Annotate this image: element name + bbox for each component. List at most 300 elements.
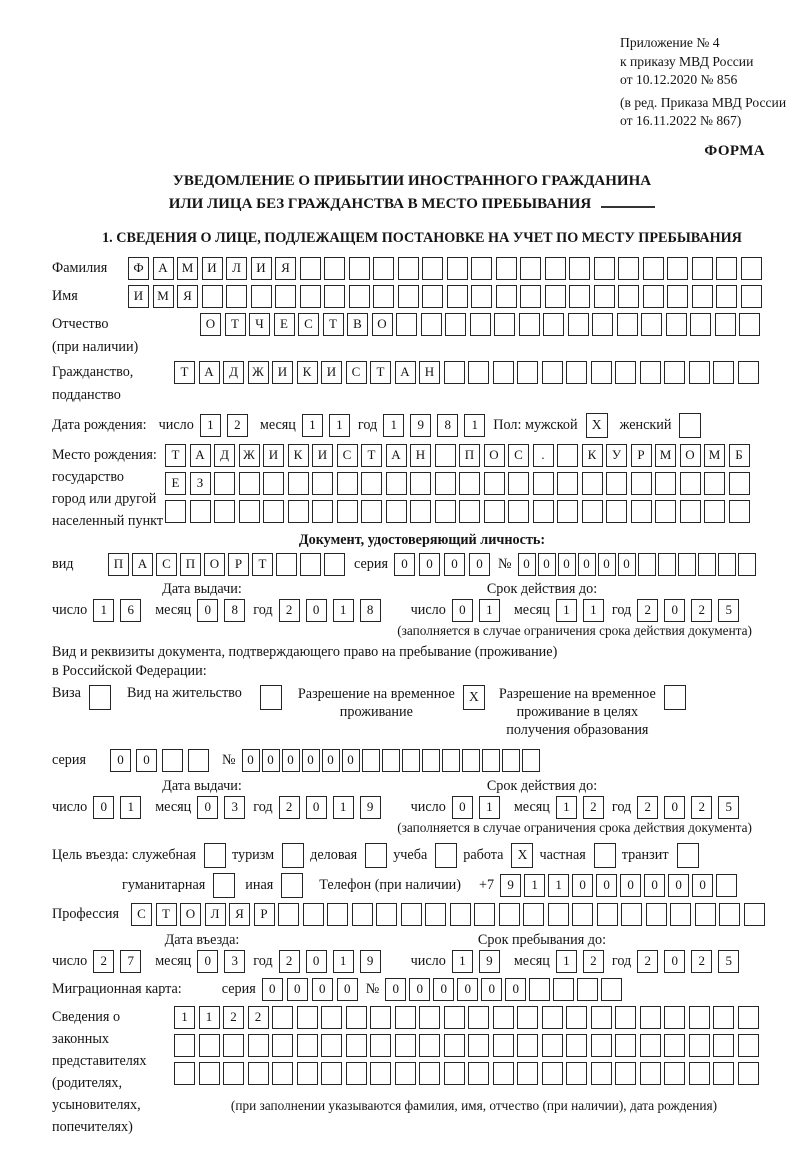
field-label: частная <box>539 846 586 863</box>
char-box-empty <box>597 903 618 926</box>
char-box-group <box>385 978 625 1001</box>
char-box-empty <box>664 1034 685 1057</box>
label-line: представителях <box>52 1052 147 1069</box>
char-box-empty <box>300 285 321 308</box>
field-label: Дата рождения: <box>52 416 147 433</box>
char-box-filled: 1 <box>583 599 604 622</box>
char-box-filled: П <box>459 444 480 467</box>
char-box-filled: 0 <box>136 749 157 772</box>
char-box-filled: Р <box>254 903 275 926</box>
char-box-filled: М <box>655 444 676 467</box>
char-box-empty <box>716 874 737 897</box>
char-box-empty <box>713 361 734 384</box>
char-box-group <box>637 950 745 973</box>
label-line: (родителях, <box>52 1074 123 1091</box>
char-box-group <box>242 749 542 772</box>
char-box-empty <box>474 903 495 926</box>
row-residence-doc-type <box>52 685 800 739</box>
char-box-empty <box>386 472 407 495</box>
char-box-empty <box>640 1062 661 1085</box>
char-box-empty <box>667 285 688 308</box>
char-box-empty <box>352 903 373 926</box>
char-box-empty <box>346 1062 367 1085</box>
char-box-filled: 2 <box>583 950 604 973</box>
char-box-empty <box>517 1006 538 1029</box>
char-box-filled: О <box>372 313 393 336</box>
char-box-empty <box>568 313 589 336</box>
field-label: иная <box>245 876 274 893</box>
char-box-empty <box>435 472 456 495</box>
residence-doc-text-1: Вид и реквизиты документа, подтверждающего право на пребывание (проживание) <box>52 643 558 660</box>
label-line: Отчество <box>52 315 109 332</box>
char-box-filled: О <box>180 903 201 926</box>
char-box-empty <box>303 903 324 926</box>
char-box-filled: 0 <box>505 978 526 1001</box>
option-label-line: проживание <box>339 703 413 720</box>
field-label-multiline <box>52 1006 174 1138</box>
box-row <box>174 1062 774 1085</box>
option-label <box>298 685 455 721</box>
char-box-empty <box>692 285 713 308</box>
option-label-line: проживание в целях <box>516 703 639 720</box>
char-box-empty <box>713 1034 734 1057</box>
field-label: число <box>410 798 446 815</box>
row-patronymic <box>52 313 800 359</box>
char-box-empty <box>667 257 688 280</box>
char-box-empty <box>695 903 716 926</box>
char-box-filled: С <box>337 444 358 467</box>
char-box-empty <box>553 978 574 1001</box>
char-box-filled: 0 <box>282 749 300 772</box>
char-box-empty <box>508 472 529 495</box>
annex-line-5: от 16.11.2022 № 867) <box>620 113 742 128</box>
char-box-empty <box>621 903 642 926</box>
char-box-filled: П <box>180 553 201 576</box>
annex-line-3: от 10.12.2020 № 856 <box>620 72 738 87</box>
char-box-filled: 2 <box>691 599 712 622</box>
checkbox-empty <box>282 843 304 868</box>
annex-reference <box>620 34 800 131</box>
field-label: Профессия <box>52 905 119 922</box>
box-row <box>165 500 753 523</box>
residence-validity-note: (заполняется в случае ограничения срока действия документа) <box>397 819 752 835</box>
label-line: государство <box>52 468 125 485</box>
char-box-empty <box>678 553 696 576</box>
char-box-filled: 0 <box>578 553 596 576</box>
checkbox-checked: X <box>463 685 485 710</box>
field-label: туризм <box>231 846 275 863</box>
field-label: Имя <box>52 287 78 304</box>
char-box-filled: 0 <box>596 874 617 897</box>
row-firstname <box>52 285 800 308</box>
entry-dates-header <box>52 932 800 949</box>
char-box-empty <box>425 903 446 926</box>
char-box-empty <box>248 1062 269 1085</box>
char-box-empty <box>278 903 299 926</box>
char-box-filled: 1 <box>333 950 354 973</box>
field-label: Цель въезда: служебная <box>52 846 196 863</box>
char-box-empty <box>533 500 554 523</box>
char-box-empty <box>615 1062 636 1085</box>
char-box-filled: 1 <box>556 599 577 622</box>
char-box-filled: 8 <box>224 599 245 622</box>
char-box-empty <box>462 749 480 772</box>
char-box-filled: И <box>263 444 284 467</box>
char-box-filled: 0 <box>664 796 685 819</box>
char-box-empty <box>655 472 676 495</box>
char-box-empty <box>468 1062 489 1085</box>
char-box-empty <box>618 285 639 308</box>
char-box-group <box>174 1062 762 1085</box>
char-box-empty <box>459 472 480 495</box>
char-box-filled: 2 <box>691 796 712 819</box>
char-box-empty <box>275 285 296 308</box>
char-box-filled: А <box>199 361 220 384</box>
field-label: число <box>410 952 446 969</box>
char-box-empty <box>226 285 247 308</box>
char-box-filled: 0 <box>692 874 713 897</box>
form-title <box>52 170 772 216</box>
char-box-empty <box>370 1034 391 1057</box>
char-box-empty <box>239 472 260 495</box>
column-header-left: Дата выдачи: <box>162 580 242 597</box>
char-box-empty <box>361 500 382 523</box>
char-box-empty <box>542 1006 563 1029</box>
char-box-group <box>262 978 362 1001</box>
char-box-empty <box>382 749 400 772</box>
char-box-group <box>197 950 251 973</box>
char-box-filled: 0 <box>433 978 454 1001</box>
char-box-empty <box>566 1006 587 1029</box>
section1-heading: 1. СВЕДЕНИЯ О ЛИЦЕ, ПОДЛЕЖАЩЕМ ПОСТАНОВКЕ НА УЧЕТ ПО МЕСТУ ПРЕБЫВАНИЯ <box>102 229 742 246</box>
blank-underline <box>601 195 655 208</box>
char-box-empty <box>738 1034 759 1057</box>
char-box-empty <box>572 903 593 926</box>
field-label: число <box>52 952 88 969</box>
box-rows <box>165 444 753 528</box>
char-box-filled: 0 <box>385 978 406 1001</box>
char-box-empty <box>435 444 456 467</box>
char-box-filled: 2 <box>691 950 712 973</box>
field-label: серия <box>354 555 388 572</box>
char-box-empty <box>468 361 489 384</box>
row-citizenship <box>52 361 800 407</box>
char-box-empty <box>738 1006 759 1029</box>
char-box-empty <box>517 1062 538 1085</box>
char-box-empty <box>263 472 284 495</box>
char-box-empty <box>447 285 468 308</box>
char-box-empty <box>493 1034 514 1057</box>
char-box-empty <box>715 313 736 336</box>
char-box-empty <box>689 1062 710 1085</box>
row-residence-dates <box>52 796 800 819</box>
box-row <box>174 1006 774 1029</box>
char-box-group <box>128 257 765 280</box>
char-box-group <box>93 599 147 622</box>
char-box-empty <box>680 472 701 495</box>
char-box-empty <box>606 500 627 523</box>
char-box-filled: 0 <box>538 553 556 576</box>
char-box-filled: Р <box>228 553 249 576</box>
char-box-empty <box>188 749 209 772</box>
char-box-empty <box>410 500 431 523</box>
field-label: месяц <box>155 952 192 969</box>
char-box-filled: 1 <box>452 950 473 973</box>
char-box-filled: 3 <box>224 950 245 973</box>
char-box-empty <box>640 1034 661 1057</box>
char-box-empty <box>288 500 309 523</box>
char-box-empty <box>601 978 622 1001</box>
char-box-empty <box>174 1034 195 1057</box>
field-label: месяц <box>513 601 550 618</box>
char-box-filled: 0 <box>342 749 360 772</box>
char-box-filled: Т <box>361 444 382 467</box>
char-box-empty <box>493 1006 514 1029</box>
char-box-filled: 0 <box>409 978 430 1001</box>
identity-validity-note: (заполняется в случае ограничения срока действия документа) <box>397 622 752 638</box>
char-box-empty <box>533 472 554 495</box>
char-box-empty <box>542 361 563 384</box>
char-box-filled: 9 <box>360 796 381 819</box>
char-box-empty <box>738 553 756 576</box>
annex-line-4: (в ред. Приказа МВД России <box>620 94 787 110</box>
char-box-filled: М <box>177 257 198 280</box>
field-label: число <box>52 601 88 618</box>
char-box-empty <box>370 1006 391 1029</box>
char-box-filled: 0 <box>337 978 358 1001</box>
char-box-empty <box>214 472 235 495</box>
char-box-empty <box>450 903 471 926</box>
char-box-filled: И <box>251 257 272 280</box>
char-box-empty <box>272 1034 293 1057</box>
char-box-empty <box>398 285 419 308</box>
checkbox-empty <box>679 413 701 438</box>
char-box-empty <box>569 285 590 308</box>
char-box-filled: Е <box>274 313 295 336</box>
checkbox-empty <box>204 843 226 868</box>
char-box-empty <box>263 500 284 523</box>
char-box-empty <box>529 978 550 1001</box>
char-box-empty <box>494 313 515 336</box>
char-box-empty <box>444 361 465 384</box>
field-label: женский <box>619 416 672 433</box>
char-box-filled: Я <box>177 285 198 308</box>
char-box-empty <box>646 903 667 926</box>
field-label: год <box>611 601 632 618</box>
char-box-filled: М <box>704 444 725 467</box>
checkbox-checked: X <box>586 413 608 438</box>
char-box-empty <box>638 553 656 576</box>
char-box-empty <box>327 903 348 926</box>
form-title-line2-text: ИЛИ ЛИЦА БЕЗ ГРАЖДАНСТВА В МЕСТО ПРЕБЫВАНИЯ <box>168 195 592 212</box>
char-box-empty <box>744 903 765 926</box>
char-box-empty <box>410 472 431 495</box>
char-box-empty <box>398 257 419 280</box>
char-box-empty <box>324 257 345 280</box>
label-line: Сведения о <box>52 1008 121 1025</box>
char-box-empty <box>373 285 394 308</box>
form-body <box>52 257 800 1138</box>
char-box-empty <box>321 1034 342 1057</box>
char-box-empty <box>729 472 750 495</box>
char-box-filled: 0 <box>558 553 576 576</box>
char-box-filled: 0 <box>262 978 283 1001</box>
char-box-filled: Т <box>174 361 195 384</box>
char-box-group <box>165 500 753 523</box>
char-box-empty <box>569 257 590 280</box>
char-box-empty <box>704 472 725 495</box>
box-row <box>174 1034 774 1057</box>
char-box-empty <box>591 1062 612 1085</box>
char-box-filled: 7 <box>120 950 141 973</box>
char-box-empty <box>582 472 603 495</box>
field-label: год <box>253 798 273 815</box>
char-box-empty <box>162 749 183 772</box>
field-label: месяц <box>513 798 550 815</box>
char-box-empty <box>689 361 710 384</box>
char-box-empty <box>566 361 587 384</box>
char-box-filled: С <box>346 361 367 384</box>
char-box-filled: 2 <box>637 796 658 819</box>
char-box-filled: 0 <box>197 950 218 973</box>
char-box-filled: А <box>395 361 416 384</box>
char-box-group <box>174 1006 762 1029</box>
char-box-empty <box>670 903 691 926</box>
char-box-empty <box>401 903 422 926</box>
char-box-empty <box>591 361 612 384</box>
option-label-line: получения образования <box>506 721 649 738</box>
char-box-group <box>165 444 753 467</box>
char-box-empty <box>548 903 569 926</box>
char-box-group <box>108 553 348 576</box>
char-box-filled: 1 <box>383 414 404 437</box>
char-box-filled: 1 <box>479 796 500 819</box>
char-box-empty <box>422 749 440 772</box>
char-box-filled: 1 <box>524 874 545 897</box>
char-box-filled: З <box>190 472 211 495</box>
char-box-group <box>174 361 762 384</box>
char-box-filled: 5 <box>718 950 739 973</box>
field-label: Виза <box>52 684 81 701</box>
char-box-filled: 0 <box>457 978 478 1001</box>
option-label <box>499 685 656 739</box>
char-box-empty <box>664 1006 685 1029</box>
char-box-filled: 0 <box>394 553 415 576</box>
field-label: год <box>253 601 273 618</box>
char-box-empty <box>591 1034 612 1057</box>
char-box-empty <box>522 749 540 772</box>
char-box-empty <box>566 1062 587 1085</box>
char-box-filled: Т <box>165 444 186 467</box>
char-box-empty <box>499 903 520 926</box>
char-box-empty <box>643 285 664 308</box>
char-box-group <box>637 599 745 622</box>
field-label: № <box>222 751 236 768</box>
char-box-filled: 2 <box>93 950 114 973</box>
char-box-empty <box>493 1062 514 1085</box>
field-label: учеба <box>393 846 428 863</box>
char-box-filled: 0 <box>572 874 593 897</box>
char-box-empty <box>631 472 652 495</box>
char-box-filled: Я <box>229 903 250 926</box>
row-birth-date-sex <box>52 413 800 438</box>
row-migration-card <box>52 978 800 1001</box>
char-box-filled: Н <box>410 444 431 467</box>
char-box-filled: О <box>680 444 701 467</box>
residence-dates-header <box>52 778 800 795</box>
checkbox-empty <box>594 843 616 868</box>
char-box-filled: 1 <box>93 599 114 622</box>
row-birthplace <box>52 444 800 532</box>
checkbox-empty <box>435 843 457 868</box>
char-box-filled: Н <box>419 361 440 384</box>
char-box-empty <box>519 313 540 336</box>
char-box-empty <box>349 257 370 280</box>
char-box-empty <box>324 553 345 576</box>
char-box-empty <box>459 500 480 523</box>
char-box-filled: 0 <box>452 599 473 622</box>
char-box-filled: 0 <box>598 553 616 576</box>
char-box-empty <box>658 553 676 576</box>
row-profession <box>52 903 800 926</box>
char-box-filled: Т <box>225 313 246 336</box>
char-box-empty <box>361 472 382 495</box>
char-box-filled: 9 <box>500 874 521 897</box>
char-box-empty <box>523 903 544 926</box>
char-box-filled: 0 <box>469 553 490 576</box>
row-entry-purpose <box>52 843 800 868</box>
char-box-empty <box>496 257 517 280</box>
char-box-filled: 1 <box>120 796 141 819</box>
field-label: Вид на жительство <box>126 684 242 701</box>
char-box-filled: С <box>508 444 529 467</box>
char-box-empty <box>202 285 223 308</box>
char-box-empty <box>297 1034 318 1057</box>
char-box-empty <box>542 1062 563 1085</box>
char-box-filled: 9 <box>479 950 500 973</box>
char-box-empty <box>664 361 685 384</box>
char-box-empty <box>738 361 759 384</box>
char-box-empty <box>422 257 443 280</box>
field-label-multiline <box>52 361 174 407</box>
label-line: город или другой <box>52 490 157 507</box>
char-box-empty <box>402 749 420 772</box>
char-box-filled: Р <box>631 444 652 467</box>
char-box-empty <box>223 1034 244 1057</box>
box-rows <box>174 1006 774 1114</box>
char-box-filled: Б <box>729 444 750 467</box>
char-box-filled: И <box>321 361 342 384</box>
char-box-filled: К <box>297 361 318 384</box>
char-box-filled: Ф <box>128 257 149 280</box>
char-box-group <box>637 796 745 819</box>
char-box-empty <box>239 500 260 523</box>
char-box-filled: 0 <box>444 553 465 576</box>
char-box-filled: Д <box>223 361 244 384</box>
char-box-empty <box>594 257 615 280</box>
char-box-group <box>556 599 610 622</box>
char-box-filled: 2 <box>279 950 300 973</box>
char-box-filled: 2 <box>279 796 300 819</box>
field-label: деловая <box>310 846 358 863</box>
char-box-empty <box>484 500 505 523</box>
field-label: число <box>410 601 446 618</box>
char-box-empty <box>396 313 417 336</box>
char-box-filled: А <box>190 444 211 467</box>
char-box-filled: 2 <box>227 414 248 437</box>
char-box-empty <box>337 472 358 495</box>
char-box-empty <box>718 553 736 576</box>
